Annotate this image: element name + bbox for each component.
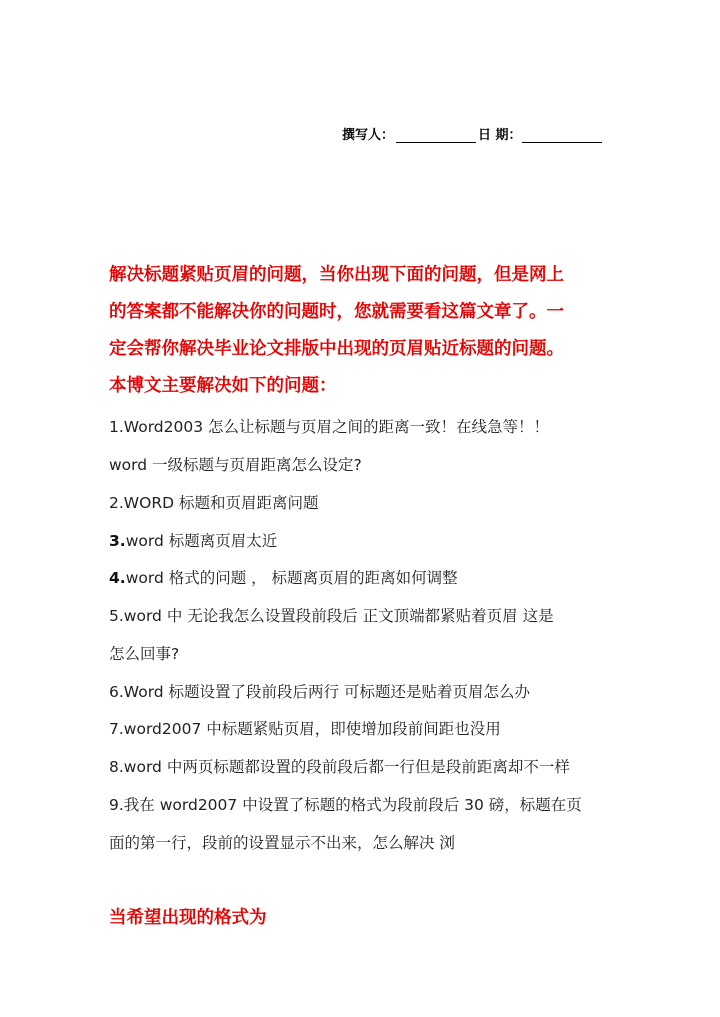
question-6: 6.Word 标题设置了段前段后两行 可标题还是贴着页眉怎么办	[109, 683, 530, 701]
intro-heading	[109, 257, 619, 405]
question-8: 8.word 中两页标题都设置的段前段后都一行但是段前距离却不一样	[109, 758, 570, 776]
question-2: 2.WORD 标题和页眉距离问题	[109, 494, 319, 512]
author-date-line	[342, 124, 620, 143]
question-9-continued: 面的第一行，段前的设置显示不出来，怎么解决 浏	[109, 834, 455, 852]
question-4-number: 4.	[109, 569, 126, 587]
question-1: 1.Word2003 怎么让标题与页眉之间的距离一致！在线急等！！	[109, 418, 550, 436]
question-3	[109, 531, 629, 551]
question-3-number: 3.	[109, 532, 126, 550]
intro-line: 定会帮你解决毕业论文排版中出现的页眉贴近标题的问题。	[109, 339, 564, 359]
author-blank	[396, 129, 476, 143]
question-3-text: word 标题离页眉太近	[125, 532, 278, 550]
intro-line: 本博文主要解决如下的问题：	[109, 376, 337, 396]
date-label: 日 期：	[478, 128, 522, 143]
question-9: 9.我在 word2007 中设置了标题的格式为段前段后 30 磅，标题在页	[109, 796, 582, 814]
question-1-continued: word 一级标题与页眉距离怎么设定?	[109, 456, 362, 474]
question-4	[109, 568, 629, 588]
question-5-continued: 怎么回事?	[109, 645, 180, 663]
intro-line: 的答案都不能解决你的问题时，您就需要看这篇文章了。一	[109, 302, 564, 322]
intro-line: 解决标题紧贴页眉的问题，当你出现下面的问题，但是网上	[109, 265, 564, 285]
question-5: 5.word 中 无论我怎么设置段前段后 正文顶端都紧贴着页眉 这是	[109, 607, 554, 625]
author-label: 撰写人：	[342, 128, 395, 143]
question-4-text: word 格式的问题 ， 标题离页眉的距离如何调整	[125, 569, 458, 587]
date-blank	[522, 129, 602, 143]
closing-heading: 当希望出现的格式为	[109, 908, 267, 928]
question-7: 7.word2007 中标题紧贴页眉，即使增加段前间距也没用	[109, 720, 501, 738]
